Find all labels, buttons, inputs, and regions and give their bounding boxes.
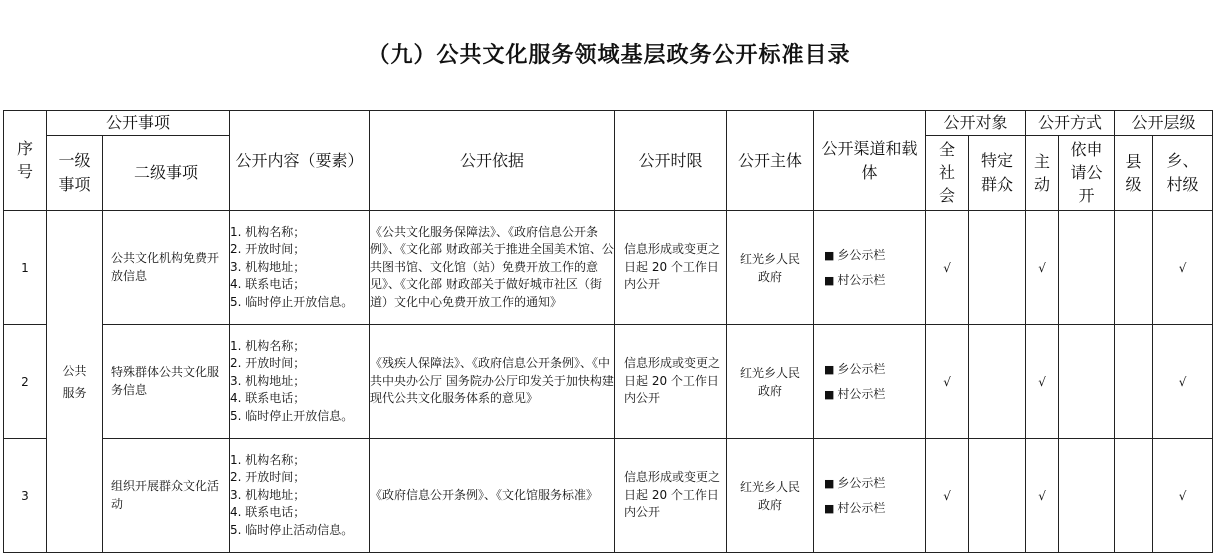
table-row [4,439,1213,553]
row-subject: 红光乡人民政府 [727,439,814,553]
row-county [1115,211,1153,325]
checkmark-icon: √ [926,439,969,553]
row-basis: 《政府信息公开条例》、《文化馆服务标准》 [370,439,615,553]
header-target-group: 公开对象 [926,111,1026,136]
row-specific [969,439,1026,553]
black-square-icon: ■ [824,501,835,515]
level1-cell: 公共服务 [47,211,103,553]
header-level2: 二级事项 [103,136,230,211]
header-level1: 一级事项 [47,136,103,211]
row-content: 1. 机构名称； 2. 开放时间； 3. 机构地址； 4. 联系电话； 5. 临时停止开放信息。 [230,211,370,325]
row-level2: 特殊群体公共文化服务信息 [103,325,230,439]
header-time-limit: 公开时限 [615,111,727,211]
checkmark-icon: √ [1153,439,1213,553]
row-basis: 《公共文化服务保障法》、《政府信息公开条例》、《文化部 财政部关于推进全国美术馆、公共图书馆、文化馆（站）免费开放工作的意见》、《文化部 财政部关于做好城市社区（街道）文化中心免费开放工作的通知》 [370,211,615,325]
checkmark-icon: √ [1153,211,1213,325]
header-subject: 公开主体 [727,111,814,211]
row-specific [969,325,1026,439]
row-seq: 2 [4,325,47,439]
black-square-icon: ■ [824,476,835,490]
row-county [1115,325,1153,439]
checkmark-icon: √ [1026,211,1059,325]
header-seq: 序号 [4,111,47,211]
header-level-county: 县级 [1115,136,1153,211]
row-apply [1059,325,1115,439]
black-square-icon: ■ [824,362,835,376]
row-subject: 红光乡人民政府 [727,325,814,439]
checkmark-icon: √ [926,325,969,439]
header-level-town: 乡、村级 [1153,136,1213,211]
header-target-specific: 特定群众 [969,136,1026,211]
row-basis: 《残疾人保障法》、《政府信息公开条例》、《中共中央办公厅 国务院办公厅印发关于加快构建现代公共文化服务体系的意见》 [370,325,615,439]
row-level2: 公共文化机构免费开放信息 [103,211,230,325]
row-apply [1059,439,1115,553]
checkmark-icon: √ [926,211,969,325]
black-square-icon: ■ [824,248,835,262]
header-level-group: 公开层级 [1115,111,1213,136]
row-apply [1059,211,1115,325]
page-title: （九）公共文化服务领域基层政务公开标准目录 [367,43,851,68]
header-channel: 公开渠道和载体 [814,111,926,211]
header-content: 公开内容（要素） [230,111,370,211]
row-time-limit: 信息形成或变更之日起 20 个工作日内公开 [615,325,727,439]
row-subject: 红光乡人民政府 [727,211,814,325]
table-row [4,325,1213,439]
catalog-table [3,110,1213,553]
row-content: 1. 机构名称； 2. 开放时间； 3. 机构地址； 4. 联系电话； 5. 临时停止活动信息。 [230,439,370,553]
black-square-icon: ■ [824,387,835,401]
row-channels: ■ 乡公示栏 ■ 村公示栏 [814,439,926,553]
row-seq: 1 [4,211,47,325]
table-row [4,211,1213,325]
black-square-icon: ■ [824,273,835,287]
header-method-group: 公开方式 [1026,111,1115,136]
row-level2: 组织开展群众文化活动 [103,439,230,553]
header-method-apply: 依申请公开 [1059,136,1115,211]
header-basis: 公开依据 [370,111,615,211]
row-channels: ■ 乡公示栏 ■ 村公示栏 [814,211,926,325]
row-channels: ■ 乡公示栏 ■ 村公示栏 [814,325,926,439]
row-time-limit: 信息形成或变更之日起 20 个工作日内公开 [615,439,727,553]
row-county [1115,439,1153,553]
row-content: 1. 机构名称； 2. 开放时间； 3. 机构地址； 4. 联系电话； 5. 临时停止开放信息。 [230,325,370,439]
row-specific [969,211,1026,325]
header-target-all: 全社会 [926,136,969,211]
checkmark-icon: √ [1026,439,1059,553]
checkmark-icon: √ [1153,325,1213,439]
row-seq: 3 [4,439,47,553]
row-time-limit: 信息形成或变更之日起 20 个工作日内公开 [615,211,727,325]
checkmark-icon: √ [1026,325,1059,439]
header-matter-group: 公开事项 [47,111,230,136]
header-method-active: 主动 [1026,136,1059,211]
